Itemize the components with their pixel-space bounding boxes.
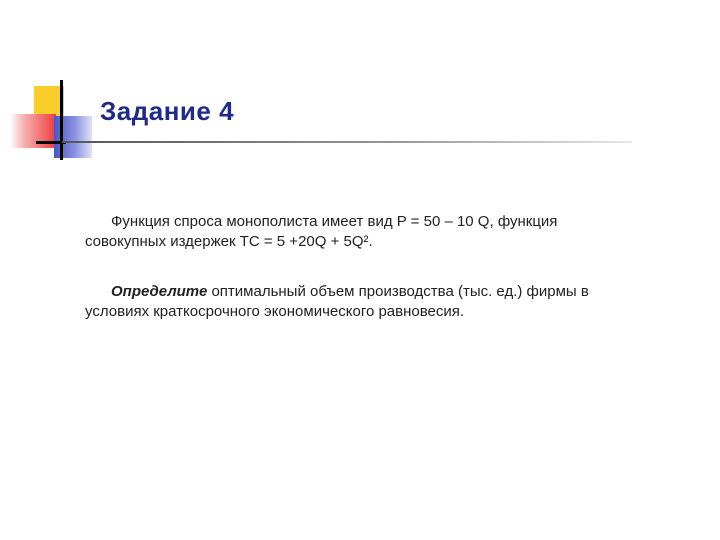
paragraph-demand-line2: совокупных издержек TC = 5 +20Q + 5Q². bbox=[85, 233, 373, 250]
question-line1-rest: оптимальный объем производства (тыс. ед.) фирмы в bbox=[207, 283, 589, 300]
title-underline bbox=[62, 141, 632, 143]
question-emphasis: Определите bbox=[111, 283, 208, 300]
paragraph-demand bbox=[85, 212, 645, 252]
paragraph-question-line1 bbox=[85, 283, 589, 300]
paragraph-question bbox=[85, 282, 645, 322]
corner-logo bbox=[0, 0, 120, 170]
task-text bbox=[85, 212, 645, 322]
paragraph-question-line2: условиях краткосрочного экономического равновесия. bbox=[85, 303, 465, 320]
logo-vertical-line bbox=[60, 80, 63, 160]
paragraph-demand-line1: Функция спроса монополиста имеет вид P = 50 – 10 Q, функция bbox=[111, 213, 558, 230]
slide-title: Задание 4 bbox=[100, 96, 235, 126]
